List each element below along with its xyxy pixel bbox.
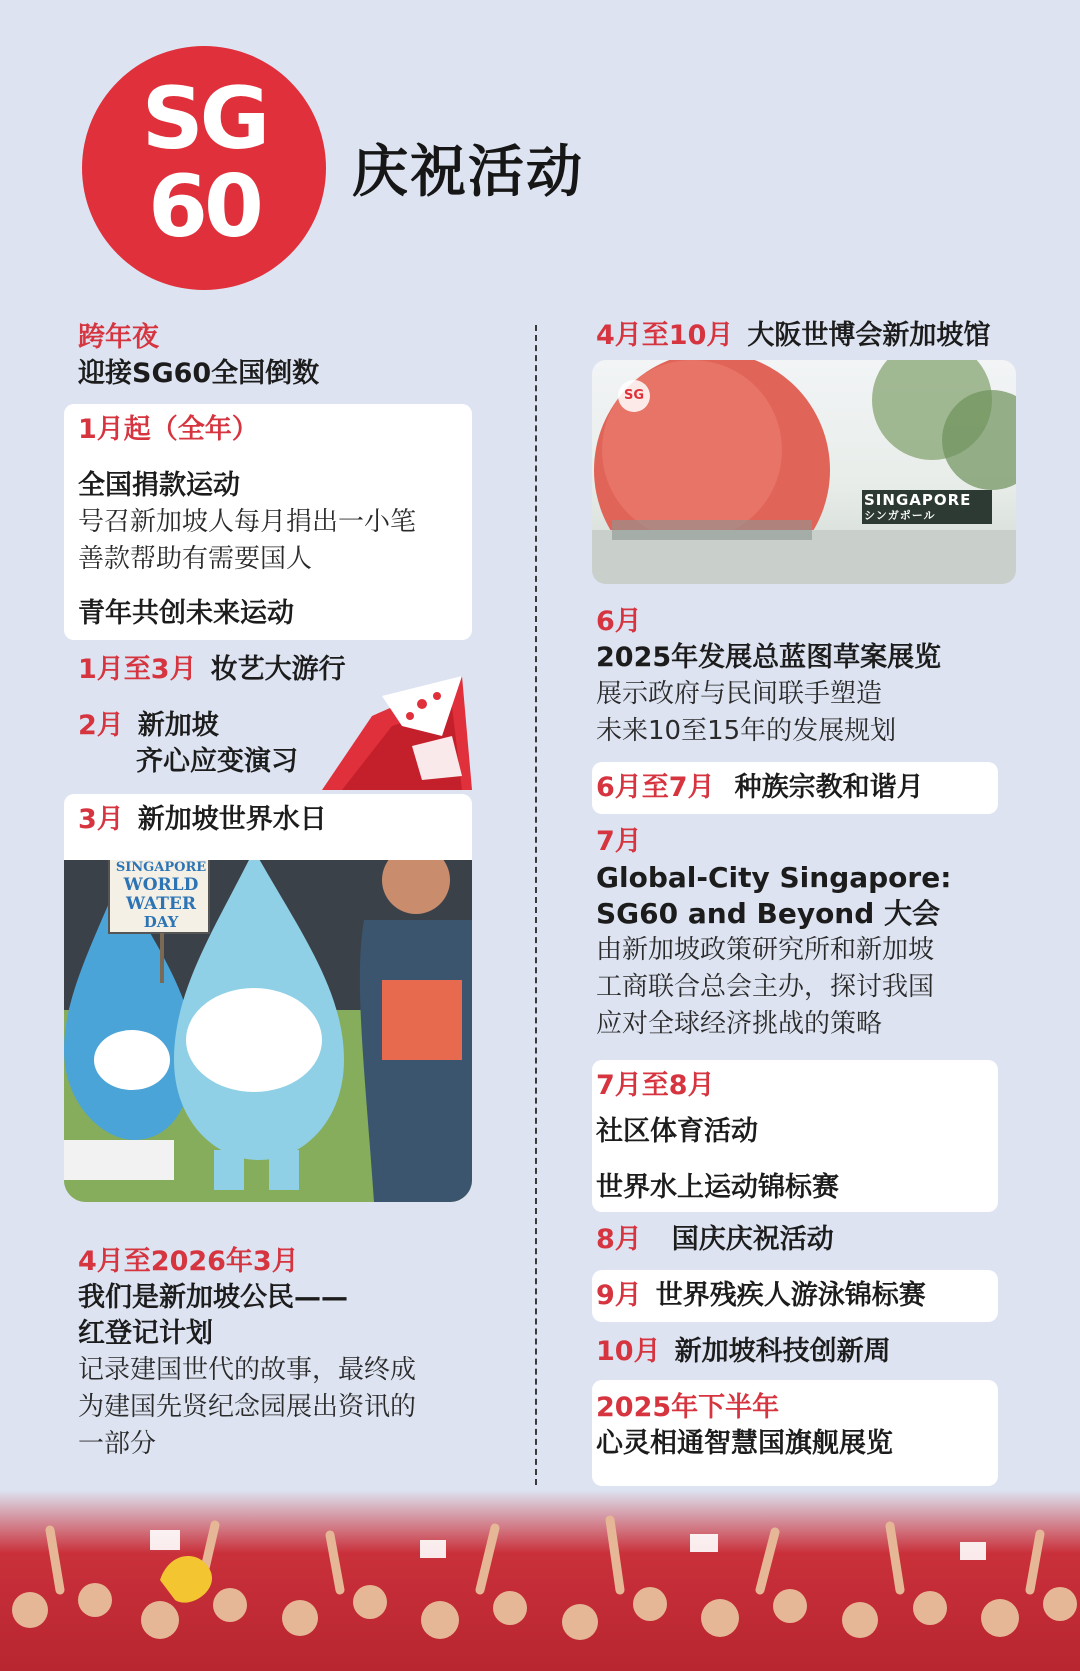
column-divider <box>535 325 537 1485</box>
event-title: 大阪世博会新加坡馆 <box>747 320 991 351</box>
event-description: 未来10至15年的发展规划 <box>596 716 897 746</box>
event-description: 应对全球经济挑战的策略 <box>596 1009 883 1039</box>
event-description: 号召新加坡人每月捐出一小笔 <box>78 507 417 537</box>
event-date: 3月 <box>78 804 124 835</box>
event-date: 10月 <box>596 1336 661 1367</box>
event-date: 6月至7月 <box>596 772 715 803</box>
event-october <box>596 1334 891 1370</box>
event-description: 一部分 <box>78 1429 157 1459</box>
expo-pavilion-photo <box>592 360 1016 584</box>
event-description: 工商联合总会主办，探讨我国 <box>596 972 935 1002</box>
pavilion-sign <box>864 492 971 524</box>
event-title: 妆艺大游行 <box>210 654 346 685</box>
event-description: 为建国先贤纪念园展出资讯的 <box>78 1392 417 1422</box>
event-description: 善款帮助有需要国人 <box>78 544 313 574</box>
event-title: SG60 and Beyond 大会 <box>596 897 941 930</box>
event-july <box>596 824 951 1043</box>
sg60-logo <box>82 46 326 290</box>
event-date: 2月 <box>78 710 124 741</box>
event-date: 7月至8月 <box>596 1070 715 1101</box>
event-card-march-header <box>64 794 472 864</box>
event-title: Global-City Singapore: <box>596 861 952 894</box>
singapore-flag-graphic <box>312 676 472 790</box>
event-title: 社区体育活动 <box>596 1116 758 1147</box>
sign-text: WORLD <box>123 875 199 895</box>
event-date: 1月起（全年） <box>78 414 259 445</box>
event-title: 世界残疾人游泳锦标赛 <box>655 1280 926 1311</box>
event-title: 青年共创未来运动 <box>78 598 294 629</box>
celebrating-crowd-illustration <box>0 1490 1080 1671</box>
event-date: 6月 <box>596 606 642 637</box>
globe-sg-logo: SG <box>624 388 645 403</box>
event-description: 展示政府与民间联手塑造 <box>596 679 883 709</box>
event-description: 记录建国世代的故事，最终成 <box>78 1355 417 1385</box>
crowd-photo <box>0 1490 1080 1671</box>
event-date: 7月 <box>596 826 642 857</box>
event-title: 心灵相通智慧国旗舰展览 <box>596 1428 893 1459</box>
water-day-sign <box>114 860 208 931</box>
event-title: 齐心应变演习 <box>136 746 298 777</box>
event-citizen-registry <box>78 1244 416 1463</box>
event-date: 8月 <box>596 1224 642 1255</box>
event-title: 迎接SG60全国倒数 <box>78 358 320 389</box>
event-august <box>596 1222 834 1258</box>
sign-text: DAY <box>143 913 179 931</box>
page-title: 庆祝活动 <box>352 140 584 205</box>
logo-text-60: 60 <box>148 157 260 257</box>
event-title: 新加坡科技创新周 <box>674 1336 891 1367</box>
event-jan-mar <box>78 652 346 688</box>
event-june <box>596 604 941 750</box>
event-title: 全国捐款运动 <box>78 470 240 501</box>
pavilion-sign-subtext: シンガポール <box>864 509 936 522</box>
event-card-second-half <box>592 1380 998 1486</box>
sign-text: WATER <box>125 894 196 914</box>
event-title: 2025年发展总蓝图草案展览 <box>596 642 942 673</box>
logo-text-sg: SG <box>141 69 267 169</box>
event-title: 世界水上运动锦标赛 <box>596 1172 839 1203</box>
event-date: 9月 <box>596 1280 642 1311</box>
event-title: 新加坡 <box>137 710 219 741</box>
event-new-years-eve <box>78 320 319 392</box>
event-title: 国庆庆祝活动 <box>671 1224 834 1255</box>
event-card-jul-aug <box>592 1060 998 1212</box>
world-water-day-photo <box>64 860 472 1202</box>
event-date: 4月至10月 <box>596 320 734 351</box>
sign-text: SINGAPORE <box>115 860 207 875</box>
event-card-jun-jul <box>592 762 998 814</box>
event-date: 跨年夜 <box>78 322 159 353</box>
event-description: 由新加坡政策研究所和新加坡 <box>596 935 935 965</box>
event-date: 4月至2026年3月 <box>78 1246 299 1277</box>
red-sphere-pavilion-illustration <box>592 360 1016 584</box>
event-title: 新加坡世界水日 <box>137 804 327 835</box>
event-title: 种族宗教和谐月 <box>734 772 924 803</box>
event-date: 2025年下半年 <box>596 1392 780 1423</box>
event-title: 我们是新加坡公民—— <box>78 1282 348 1313</box>
event-card-january <box>64 404 472 640</box>
event-card-september <box>592 1270 998 1322</box>
event-date: 1月至3月 <box>78 654 197 685</box>
pavilion-sign-text: SINGAPORE <box>864 491 972 509</box>
event-title: 红登记计划 <box>78 1318 213 1349</box>
event-february <box>78 708 298 780</box>
event-osaka-expo <box>596 318 990 354</box>
